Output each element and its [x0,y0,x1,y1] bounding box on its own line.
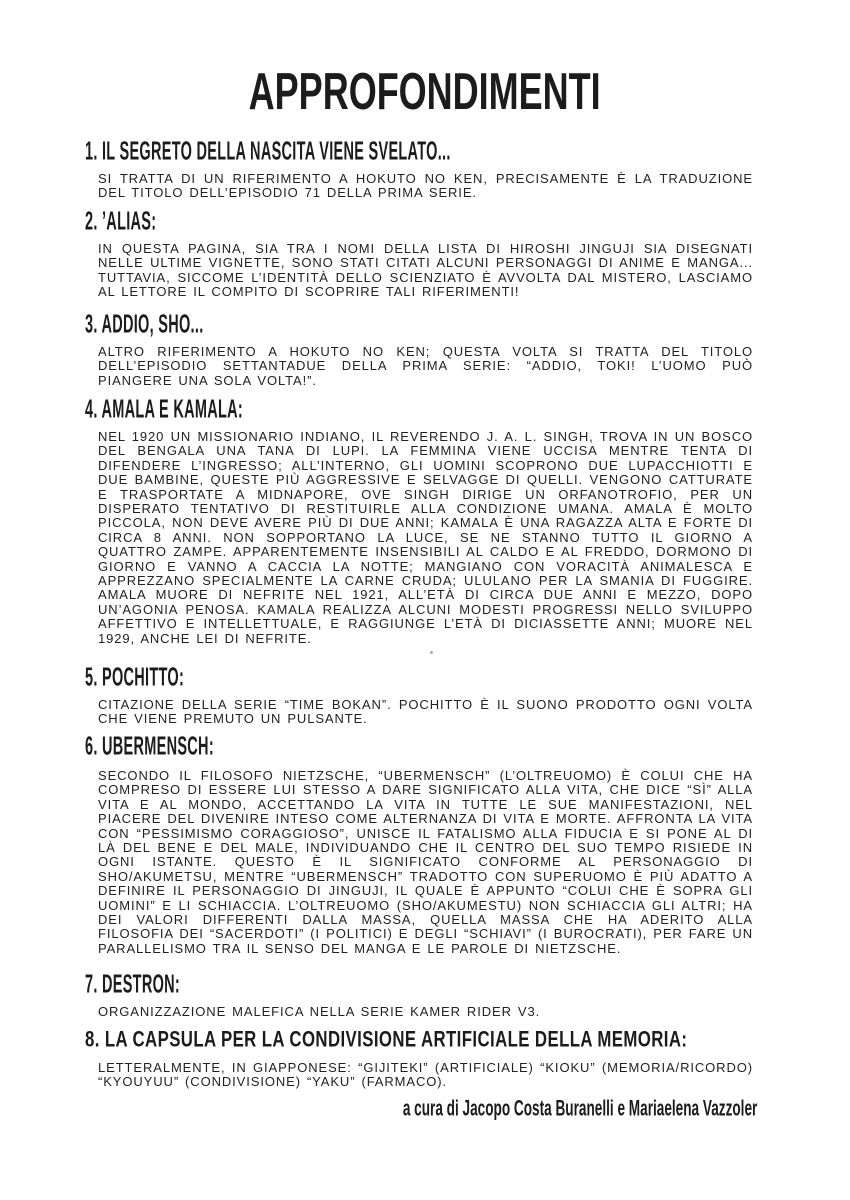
section-2 [85,208,755,300]
page-title [0,63,850,122]
section-8-heading: 8. LA CAPSULA PER LA CONDIVISIONE ARTIFICIALE DELLA MEMORIA: [85,1027,688,1052]
section-6 [85,733,755,956]
section-5-body: CITAZIONE DELLA SERIE “TIME BOKAN”. POCHITTO È IL SUONO PRODOTTO OGNI VOLTA CHE VIENE PREMUTO UN PULSANTE. [98,697,753,727]
section-1-heading: 1. IL SEGRETO DELLA NASCITA VIENE SVELATO... [85,136,451,166]
section-5 [85,664,755,727]
page-title-text: APPROFONDIMENTI [248,63,602,122]
section-2-body: IN QUESTA PAGINA, SIA TRA I NOMI DELLA LISTA DI HIROSHI JINGUJI SIA DISEGNATI NELLE ULTIME VIGNETTE, SONO STATI CITATI ALCUNI PERSONAGGI DI ANIME E MANGA... TUTTAVIA, SICCOME L’IDENTITÀ DELLO SCIENZIATO È AVVOLTA DAL MISTERO, LASCIAMO AL LETTORE IL COMPITO DI SCOPRIRE TALI RIFERIMENTI! [98,241,753,300]
section-1-body: SI TRATTA DI UN RIFERIMENTO A HOKUTO NO KEN, PRECISAMENTE È LA TRADUZIONE DEL TITOLO DELL’EPISODIO 71 DELLA PRIMA SERIE. [98,171,753,201]
section-7-body: ORGANIZZAZIONE MALEFICA NELLA SERIE KAMER RIDER V3. [98,1004,541,1019]
section-4-body: NEL 1920 UN MISSIONARIO INDIANO, IL REVERENDO J. A. L. SINGH, TROVA IN UN BOSCO DEL BENGALA UNA TANA DI LUPI. LA FEMMINA VIENE UCCISA MENTRE TENTA DI DIFENDERE L’INGRESSO; ALL’INTERNO, GLI UOMINI SCOPRONO DUE LUPACCHIOTTI E DUE BAMBINE, QUESTE PIÙ AGGRESSIVE E SELVAGGE DI QUELLI. VENGONO CATTURATE E TRASPORTATE A MIDNAPORE, OVE SINGH DIRIGE UN ORFANOTROFIO, PER UN DISPERATO TENTATIVO DI RESTITUIRLE ALLA CONDIZIONE UMANA. AMALA È MOLTO PICCOLA, NON DEVE AVERE PIÙ DI DUE ANNI; KAMALA È UNA RAGAZZA ALTA E FORTE DI CIRCA 8 ANNI. NON SOPPORTANO LA LUCE, SE NE STANNO TUTTO IL GIORNO A QUATTRO ZAMPE. APPARENTEMENTE INSENSIBILI AL CALDO E AL FREDDO, DORMONO DI GIORNO E VANNO A CACCIA LA NOTTE; MANGIANO CON VORACITÀ ANIMALESCA E APPREZZANO SPECIALMENTE LA CARNE CRUDA; ULULANO PER LA SMANIA DI FUGGIRE. AMALA MUORE DI NEFRITE NEL 1921, ALL’ETÀ DI CIRCA DUE ANNI E MEZZO, DOPO UN’AGONIA PENOSA. KAMALA REALIZZA ALCUNI MODESTI PROGRESSI NELLO SVILUPPO AFFETTIVO E INTELLETTUALE, E RAGGIUNGE L’ETÀ DI DICIASSETTE ANNI; MUORE NEL 1929, ANCHE LEI DI NEFRITE. [98,429,753,646]
credit-text: a cura di Jacopo Costa Buranelli e Mariaelena Vazzoler [402,1096,757,1122]
section-3-body: ALTRO RIFERIMENTO A HOKUTO NO KEN; QUESTA VOLTA SI TRATTA DEL TITOLO DELL’EPISODIO SETTANTADUE DELLA PRIMA SERIE: “ADDIO, TOKI! L’UOMO PUÒ PIANGERE UNA SOLA VOLTA!”. [98,344,753,388]
section-7-heading: 7. DESTRON: [85,969,181,999]
section-4-heading: 4. AMALA E KAMALA: [85,394,243,424]
section-6-heading: 6. UBERMENSCH: [85,731,214,761]
section-6-body: SECONDO IL FILOSOFO NIETZSCHE, “UBERMENSCH” (L’OLTREUOMO) È COLUI CHE HA COMPRESO DI ESSERE LUI STESSO A DARE SIGNIFICATO ALLA VITA, CHE DICE “SÌ” ALLA VITA E AL MONDO, ACCETTANDO LA VITA IN TUTTE LE SUE MANIFESTAZIONI, NEL PIACERE DEL DIVENIRE INTESO COME ALTERNANZA DI VITA E MORTE. AFFRONTA LA VITA CON “PESSIMISMO CORAGGIOSO”, UNISCE IL FATALISMO ALLA FIDUCIA E SI PONE AL DI LÀ DEL BENE E DEL MALE, INDIVIDUANDO CHE IL CENTRO DEL SUO TEMPO RISIEDE IN OGNI ISTANTE. QUESTO È IL SIGNIFICATO CONFORME AL PERSONAGGIO DI SHO/AKUMETSU, MENTRE “UBERMENSCH” TRADOTTO CON SUPERUOMO È PIÙ ADATTO A DEFINIRE IL PERSONAGGIO DI JINGUJI, IL QUALE È APPUNTO “COLUI CHE È SOPRA GLI UOMINI” E LI SCHIACCIA. L’OLTREUOMO (SHO/AKUMESTU) NON SCHIACCIA GLI ALTRI; HA DEI VALORI DIFFERENTI DALLA MASSA, QUELLA MASSA CHE HA ADERITO ALLA FILOSOFIA DEI “SACERDOTI” (I POLITICI) E DEGLI “SCHIAVI” (I BUROCRATI), PER FARE UN PARALLELISMO TRA IL SENSO DEL MANGA E LE PAROLE DI NIETZSCHE. [98,768,753,956]
credit-line [236,1098,757,1120]
section-8 [85,1028,755,1090]
section-3-heading: 3. ADDIO, SHO... [85,309,204,339]
section-3 [85,311,755,388]
section-7 [85,971,755,1019]
section-1 [85,138,755,201]
section-5-heading: 5. POCHITTO: [85,662,185,692]
section-2-heading: 2. ’ALIAS: [85,206,157,236]
print-speck [430,651,433,654]
section-8-body: LETTERALMENTE, IN GIAPPONESE: “GIJITEKI” (ARTIFICIALE) “KIOKU” (MEMORIA/RICORDO) “KYOUYUU” (CONDIVISIONE) “YAKU” (FARMACO). [98,1060,753,1090]
section-4 [85,396,755,646]
